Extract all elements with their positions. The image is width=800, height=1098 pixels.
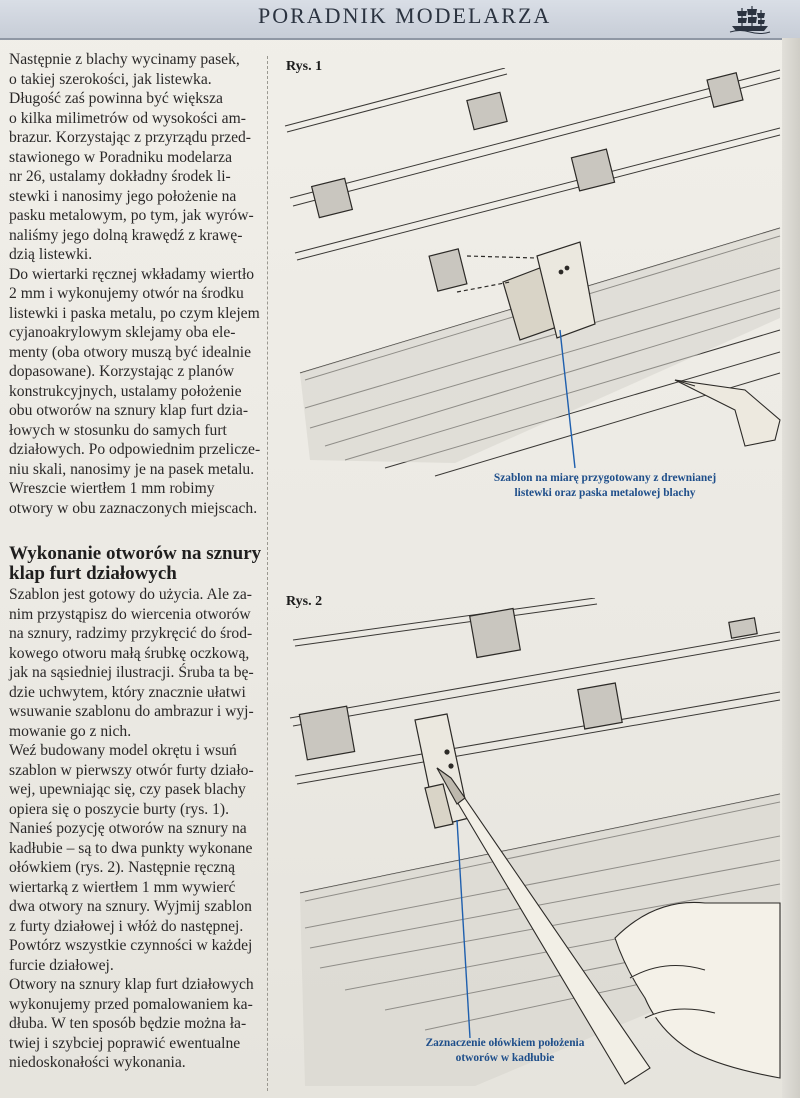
text-line: furcie działowej. (9, 956, 114, 974)
figure-1-callout (470, 471, 740, 501)
text-line: z furty działowej i włóż do następnej. (9, 917, 244, 935)
text-line: nr 26, ustalamy dokładny środek li- (9, 168, 231, 185)
callout-line: listewki oraz paska metalowej blachy (514, 487, 696, 499)
figure-1-illustration (275, 68, 790, 508)
text-line: łowych w stosunku do samych furt (9, 421, 227, 439)
text-line: kadłubie – są to dwa punkty wykonane (9, 839, 253, 857)
text-line: Nanieś pozycję otworów na sznury na (9, 820, 247, 837)
text-line: obu otworów na sznury klap furt dzia- (9, 402, 249, 419)
figure-2-label: Rys. 2 (286, 594, 323, 609)
text-line: wiertarką z wiertłem 1 mm wywierć (9, 878, 236, 896)
text-line: Długość zaś powinna być większa (9, 90, 223, 107)
text-line: menty (oba otwory muszą być idealnie (9, 343, 252, 361)
text-line: brazur. Korzystając z przyrządu przed- (9, 129, 251, 146)
text-line: działowych. Po odpowiednim przelicze- (9, 441, 261, 458)
text-line: dzie uchwytem, który znacznie ułatwi (9, 683, 246, 701)
text-line: o kilka milimetrów od wysokości am- (9, 109, 246, 127)
section-heading (9, 544, 265, 583)
text-line: Otwory na sznury klap furt działowych (9, 976, 254, 993)
figure-2-callout (400, 1036, 610, 1066)
paragraph-2 (9, 265, 265, 519)
text-line: naliśmy jego dolną krawędź z krawę- (9, 226, 243, 244)
paragraph-4 (9, 741, 265, 975)
text-line: ołówkiem (rys. 2). Następnie ręczną (9, 859, 236, 876)
column-divider (267, 56, 268, 1091)
sailing-ship-icon (728, 4, 772, 34)
text-line: na sznury, radzimy przykręcić do środ- (9, 625, 253, 642)
figure-2-illustration (275, 598, 790, 1090)
paragraph-1 (9, 50, 265, 265)
page-header-title: PORADNIK MODELARZA (258, 3, 552, 28)
text-line: szablon w pierwszy otwór furty działo- (9, 761, 254, 779)
callout-line: Zaznaczenie ołówkiem położenia (425, 1037, 585, 1049)
text-line: stawionego w Poradniku modelarza (9, 148, 233, 166)
article-text (9, 50, 265, 1073)
text-line: konstrukcyjnych, ustalamy położenie (9, 382, 242, 400)
paragraph-3 (9, 585, 265, 741)
text-line: cyjanoakrylowym sklejamy oba ele- (9, 324, 236, 341)
header-bar (0, 0, 800, 40)
text-line: dłuba. W ten sposób będzie można ła- (9, 1015, 247, 1032)
text-line: listewki i paska metalu, po czym klejem (9, 304, 260, 322)
text-line: 2 mm i wykonujemy otwór na środku (9, 285, 244, 302)
text-line: pasku metalowym, po tym, jak wyrów- (9, 207, 254, 224)
text-line: Szablon jest gotowy do użycia. Ale za- (9, 586, 252, 603)
text-line: Weź budowany model okrętu i wsuń (9, 742, 237, 759)
text-line: stewki i nanosimy jego położenie na (9, 187, 237, 205)
text-line: dwa otwory na sznury. Wyjmij szablon (9, 898, 252, 915)
text-line: nim przystąpisz do wiercenia otworów (9, 605, 251, 623)
text-line: dopasowane). Korzystając z planów (9, 363, 235, 380)
text-line: otwory w obu zaznaczonych miejscach. (9, 499, 258, 517)
paragraph-5 (9, 975, 265, 1073)
text-line: mowanie go z nich. (9, 722, 132, 740)
text-line: o takiej szerokości, jak listewka. (9, 70, 212, 88)
text-line: wsuwanie szablonu do ambrazur i wyj- (9, 703, 254, 720)
heading-line: klap furt działowych (9, 562, 177, 584)
text-line: Powtórz wszystkie czynności w każdej (9, 937, 253, 954)
text-line: twiej i szybciej poprawić ewentualne (9, 1034, 241, 1052)
text-line: wej, upewniając się, czy pasek blachy (9, 781, 246, 798)
text-line: kowego otworu małą śrubkę oczkową, (9, 644, 250, 662)
text-line: niu skali, nanosimy je na pasek metalu. (9, 460, 255, 478)
callout-line: Szablon na miarę przygotowany z drewnianej (493, 472, 717, 484)
callout-line: otworów w kadłubie (455, 1052, 555, 1064)
text-line: jak na sąsiedniej ilustracji. Śruba ta bę- (9, 664, 254, 681)
text-line: Do wiertarki ręcznej wkładamy wiertło (9, 265, 255, 283)
text-line: Wreszcie wiertłem 1 mm robimy (9, 480, 215, 497)
text-line: niedoskonałości wykonania. (9, 1054, 186, 1071)
heading-line: Wykonanie otworów na sznury (9, 543, 262, 564)
text-line: wykonujemy przed pomalowaniem ka- (9, 995, 253, 1013)
text-line: Następnie z blachy wycinamy pasek, (9, 51, 240, 68)
text-line: opiera się o poszycie burty (rys. 1). (9, 800, 229, 818)
figure-1-label: Rys. 1 (286, 59, 323, 74)
text-line: dzią listewki. (9, 246, 93, 263)
